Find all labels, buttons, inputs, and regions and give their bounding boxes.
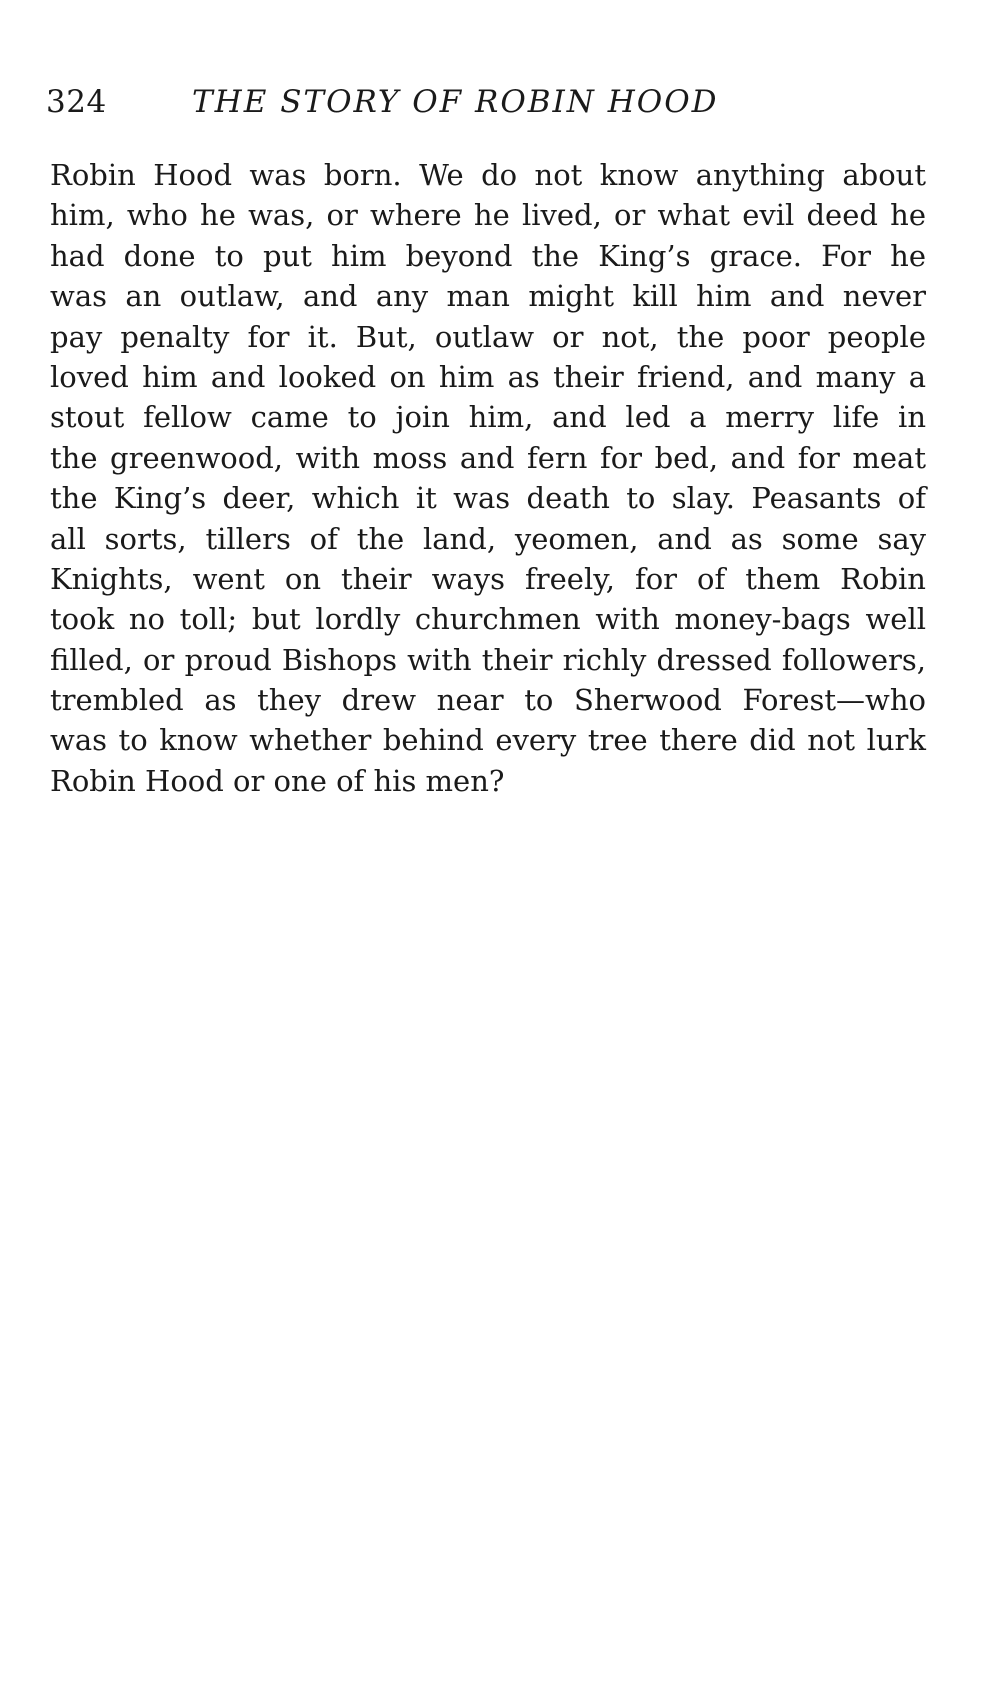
text-line: had done to put him beyond the King’s grace. For he: [50, 238, 926, 273]
text-line: was an outlaw, and any man might kill him and never: [50, 279, 926, 314]
body-paragraph: [50, 155, 926, 801]
page-number: 324: [46, 84, 107, 120]
running-head: [46, 80, 926, 124]
text-line: loved him and looked on him as their friend, and many a: [50, 359, 926, 394]
text-line: all sorts, tillers of the land, yeomen, and as some say: [50, 521, 926, 556]
text-line: pay penalty for it. But, outlaw or not, the poor people: [50, 319, 926, 354]
running-title: THE STORY OF ROBIN HOOD: [192, 84, 719, 120]
text-line: was to know whether behind every tree there did not lurk: [50, 723, 926, 758]
text-line: Robin Hood was born. We do not know anything about: [50, 158, 926, 192]
text-line: trembled as they drew near to Sherwood Forest—who: [50, 683, 926, 718]
text-line: stout fellow came to join him, and led a merry life in: [50, 400, 926, 435]
text-line: him, who he was, or where he lived, or what evil deed he: [50, 198, 926, 233]
text-line: filled, or proud Bishops with their richly dressed followers,: [50, 642, 926, 677]
text-line: the King’s deer, which it was death to slay. Peasants of: [50, 481, 926, 516]
text-line: took no toll; but lordly churchmen with money-bags well: [50, 602, 926, 637]
text-line: Robin Hood or one of his men?: [50, 763, 505, 798]
text-line: Knights, went on their ways freely, for of them Robin: [50, 561, 926, 596]
text-line: the greenwood, with moss and fern for bed, and for meat: [50, 440, 926, 475]
